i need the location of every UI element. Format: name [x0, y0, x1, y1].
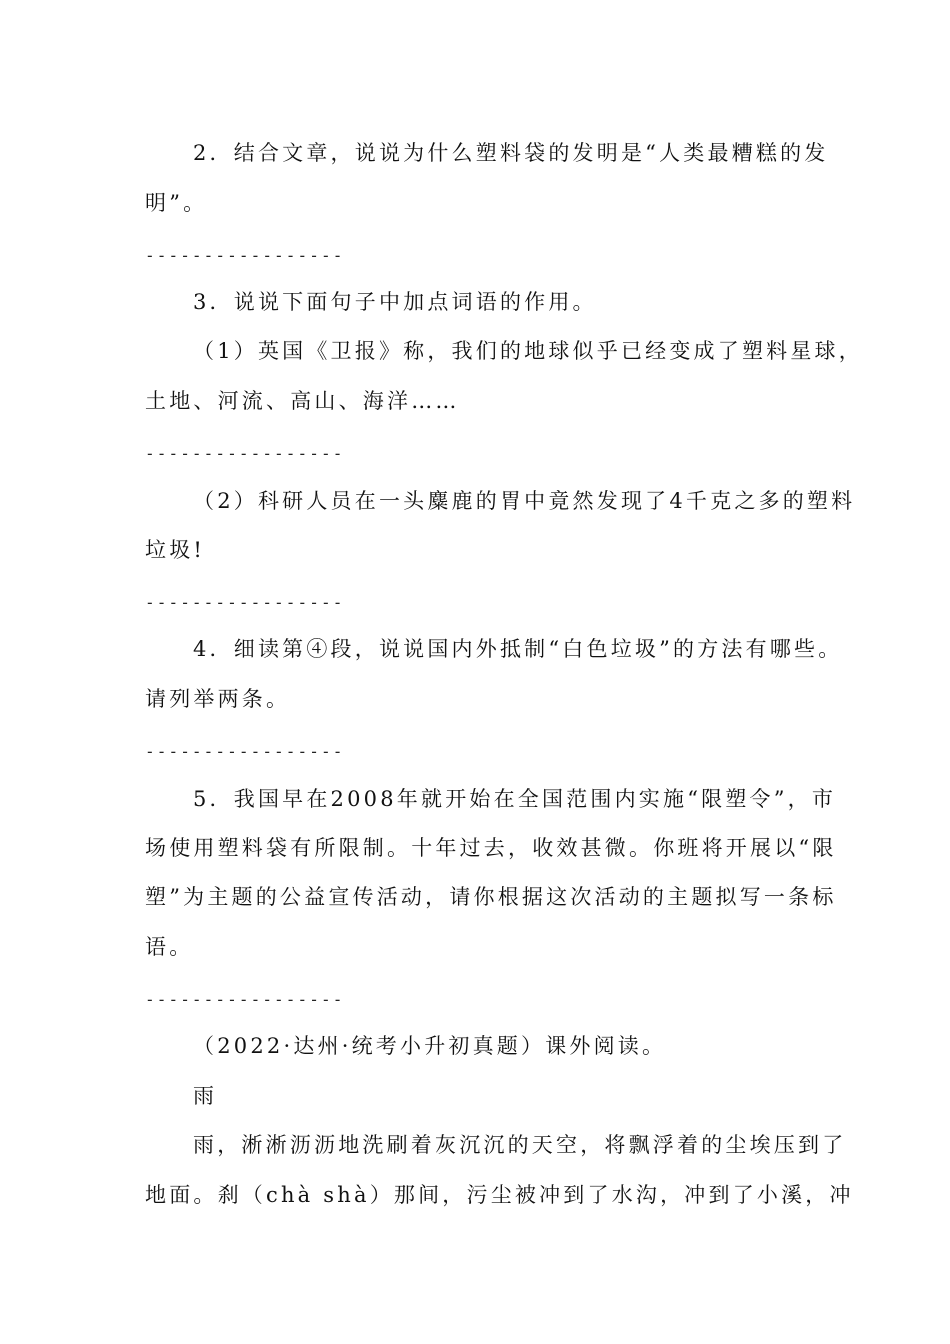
passage-title: 雨 — [193, 1084, 218, 1108]
question-5-line-4: 语。 — [145, 935, 194, 959]
question-3-1-line-2: 土地、河流、高山、海洋…… — [145, 389, 460, 413]
question-4-line-1: 4．细读第④段，说说国内外抵制“白色垃圾”的方法有哪些。 — [193, 637, 843, 661]
question-5-line-3: 塑”为主题的公益宣传活动，请你根据这次活动的主题拟写一条标 — [145, 885, 837, 909]
question-2-line-2: 明”。 — [145, 191, 208, 215]
question-5-line-2: 场使用塑料袋有所限制。十年过去，收效甚微。你班将开展以“限 — [145, 836, 837, 860]
answer-blank-q3-1: ----------------- — [145, 444, 345, 463]
passage-line-2: 地面。刹（chà shà）那间，污尘被冲到了水沟，冲到了小溪，冲 — [145, 1183, 854, 1207]
question-3-1-line-1: （1）英国《卫报》称，我们的地球似乎已经变成了塑料星球， — [193, 339, 863, 363]
answer-blank-q2: ----------------- — [145, 246, 345, 265]
section-heading: （2022·达州·统考小升初真题）课外阅读。 — [193, 1034, 667, 1058]
question-4-line-2: 请列举两条。 — [145, 687, 291, 711]
answer-blank-q5: ----------------- — [145, 990, 345, 1009]
answer-blank-q3-2: ----------------- — [145, 593, 345, 612]
question-3: 3．说说下面句子中加点词语的作用。 — [193, 290, 597, 314]
question-2-line-1: 2．结合文章，说说为什么塑料袋的发明是“人类最糟糕的发 — [193, 141, 829, 165]
question-3-2-line-1: （2）科研人员在一头麋鹿的胃中竟然发现了4千克之多的塑料 — [193, 489, 856, 513]
question-5-line-1: 5．我国早在2008年就开始在全国范围内实施“限塑令”，市 — [193, 787, 837, 811]
question-3-2-line-2: 垃圾! — [145, 538, 206, 562]
answer-blank-q4: ----------------- — [145, 742, 345, 761]
passage-line-1: 雨，淅淅沥沥地洗刷着灰沉沉的天空，将飘浮着的尘埃压到了 — [193, 1133, 847, 1157]
